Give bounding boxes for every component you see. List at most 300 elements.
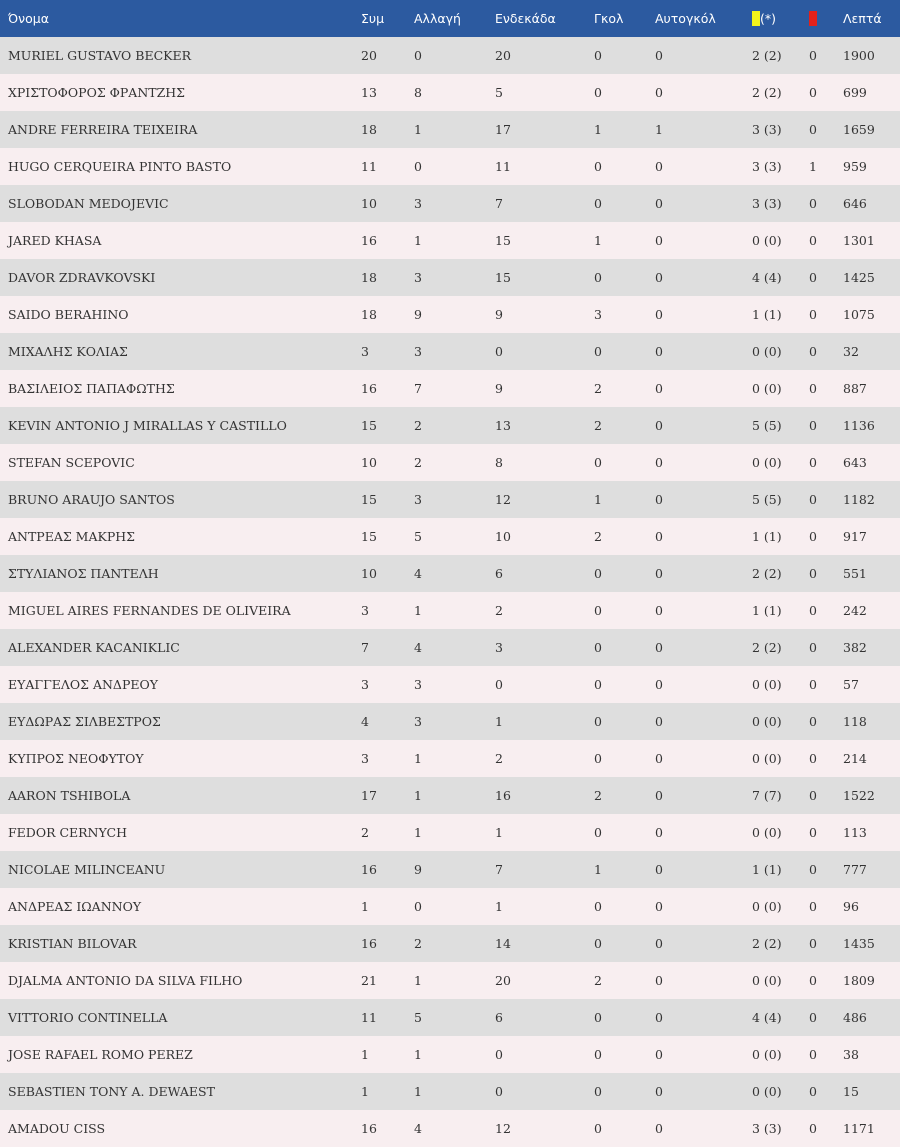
cell-own-goals: 0 bbox=[655, 418, 663, 433]
table-row bbox=[0, 296, 900, 333]
cell-minutes: 57 bbox=[843, 677, 859, 692]
cell-player-name[interactable]: ΕΥΑΓΓΕΛΟΣ ΑΝΔΡΕΟΥ bbox=[8, 677, 158, 692]
table-row bbox=[0, 148, 900, 185]
cell-player-name[interactable]: KEVIN ANTONIO J MIRALLAS Y CASTILLO bbox=[8, 418, 287, 433]
cell-yellow-cards: 2 (2) bbox=[752, 566, 782, 581]
cell-yellow-cards: 0 (0) bbox=[752, 899, 782, 914]
cell-yellow-cards: 0 (0) bbox=[752, 1047, 782, 1062]
cell-red-cards: 0 bbox=[809, 714, 817, 729]
cell-starting: 11 bbox=[495, 159, 511, 174]
cell-appearances: 1 bbox=[361, 1084, 369, 1099]
cell-starting: 12 bbox=[495, 1121, 511, 1136]
cell-goals: 2 bbox=[594, 418, 602, 433]
cell-goals: 0 bbox=[594, 1047, 602, 1062]
cell-appearances: 10 bbox=[361, 566, 377, 581]
cell-goals: 1 bbox=[594, 492, 602, 507]
cell-player-name[interactable]: FEDOR CERNYCH bbox=[8, 825, 127, 840]
table-row bbox=[0, 962, 900, 999]
table-row bbox=[0, 740, 900, 777]
cell-substitute: 1 bbox=[414, 603, 422, 618]
table-row bbox=[0, 1110, 900, 1147]
cell-minutes: 113 bbox=[843, 825, 867, 840]
cell-yellow-cards: 2 (2) bbox=[752, 48, 782, 63]
cell-minutes: 1659 bbox=[843, 122, 875, 137]
cell-player-name[interactable]: ΒΑΣΙΛΕΙΟΣ ΠΑΠΑΦΩΤΗΣ bbox=[8, 381, 175, 396]
header-red-cards[interactable] bbox=[809, 0, 843, 37]
cell-appearances: 10 bbox=[361, 455, 377, 470]
cell-minutes: 32 bbox=[843, 344, 859, 359]
cell-appearances: 3 bbox=[361, 677, 369, 692]
cell-player-name[interactable]: KRISTIAN BILOVAR bbox=[8, 936, 137, 951]
cell-starting: 7 bbox=[495, 862, 503, 877]
cell-substitute: 4 bbox=[414, 640, 422, 655]
cell-own-goals: 0 bbox=[655, 159, 663, 174]
cell-goals: 0 bbox=[594, 85, 602, 100]
cell-player-name[interactable]: AMADOU CISS bbox=[8, 1121, 106, 1136]
cell-own-goals: 0 bbox=[655, 1084, 663, 1099]
cell-minutes: 777 bbox=[843, 862, 867, 877]
cell-own-goals: 0 bbox=[655, 455, 663, 470]
cell-appearances: 18 bbox=[361, 307, 377, 322]
table-row bbox=[0, 999, 900, 1036]
cell-red-cards: 0 bbox=[809, 307, 817, 322]
cell-own-goals: 0 bbox=[655, 233, 663, 248]
cell-substitute: 2 bbox=[414, 418, 422, 433]
cell-substitute: 1 bbox=[414, 1047, 422, 1062]
cell-appearances: 16 bbox=[361, 233, 377, 248]
cell-red-cards: 0 bbox=[809, 381, 817, 396]
cell-substitute: 4 bbox=[414, 566, 422, 581]
cell-red-cards: 0 bbox=[809, 85, 817, 100]
cell-starting: 7 bbox=[495, 196, 503, 211]
cell-red-cards: 0 bbox=[809, 603, 817, 618]
header-minutes[interactable]: Λεπτά bbox=[843, 11, 882, 26]
cell-substitute: 3 bbox=[414, 492, 422, 507]
cell-appearances: 18 bbox=[361, 122, 377, 137]
cell-own-goals: 0 bbox=[655, 196, 663, 211]
cell-starting: 0 bbox=[495, 1047, 503, 1062]
cell-red-cards: 0 bbox=[809, 899, 817, 914]
cell-yellow-cards: 0 (0) bbox=[752, 344, 782, 359]
cell-yellow-cards: 0 (0) bbox=[752, 751, 782, 766]
cell-minutes: 1171 bbox=[843, 1121, 875, 1136]
table-row bbox=[0, 333, 900, 370]
cell-own-goals: 0 bbox=[655, 1047, 663, 1062]
cell-own-goals: 0 bbox=[655, 788, 663, 803]
table-row bbox=[0, 222, 900, 259]
cell-red-cards: 0 bbox=[809, 862, 817, 877]
cell-player-name[interactable]: VITTORIO CONTINELLA bbox=[8, 1010, 168, 1025]
cell-goals: 1 bbox=[594, 122, 602, 137]
cell-player-name[interactable]: STEFAN SCEPOVIC bbox=[8, 455, 135, 470]
cell-substitute: 3 bbox=[414, 677, 422, 692]
cell-starting: 1 bbox=[495, 825, 503, 840]
cell-starting: 3 bbox=[495, 640, 503, 655]
cell-player-name[interactable]: ANDRE FERREIRA TEIXEIRA bbox=[8, 122, 198, 137]
cell-appearances: 2 bbox=[361, 825, 369, 840]
cell-goals: 0 bbox=[594, 455, 602, 470]
cell-appearances: 20 bbox=[361, 48, 377, 63]
table-row bbox=[0, 370, 900, 407]
cell-own-goals: 0 bbox=[655, 307, 663, 322]
cell-player-name[interactable]: MIGUEL AIRES FERNANDES DE OLIVEIRA bbox=[8, 603, 291, 618]
cell-starting: 6 bbox=[495, 566, 503, 581]
cell-yellow-cards: 5 (5) bbox=[752, 418, 782, 433]
cell-own-goals: 0 bbox=[655, 640, 663, 655]
cell-red-cards: 0 bbox=[809, 196, 817, 211]
cell-goals: 0 bbox=[594, 159, 602, 174]
cell-player-name[interactable]: HUGO CERQUEIRA PINTO BASTO bbox=[8, 159, 232, 174]
cell-starting: 1 bbox=[495, 714, 503, 729]
header-row bbox=[0, 0, 900, 37]
cell-yellow-cards: 0 (0) bbox=[752, 973, 782, 988]
cell-appearances: 16 bbox=[361, 862, 377, 877]
cell-starting: 16 bbox=[495, 788, 511, 803]
cell-player-name[interactable]: ΚΥΠΡΟΣ ΝΕΟΦΥΤΟΥ bbox=[8, 751, 144, 766]
cell-yellow-cards: 7 (7) bbox=[752, 788, 782, 803]
cell-appearances: 7 bbox=[361, 640, 369, 655]
cell-starting: 0 bbox=[495, 344, 503, 359]
cell-own-goals: 0 bbox=[655, 492, 663, 507]
cell-goals: 2 bbox=[594, 529, 602, 544]
cell-starting: 0 bbox=[495, 677, 503, 692]
cell-substitute: 2 bbox=[414, 455, 422, 470]
table-row bbox=[0, 888, 900, 925]
cell-goals: 2 bbox=[594, 381, 602, 396]
cell-red-cards: 0 bbox=[809, 1010, 817, 1025]
cell-starting: 8 bbox=[495, 455, 503, 470]
cell-appearances: 15 bbox=[361, 418, 377, 433]
header-starting[interactable]: Ενδεκάδα bbox=[495, 11, 556, 26]
cell-appearances: 15 bbox=[361, 492, 377, 507]
cell-player-name[interactable]: SEBASTIEN TONY A. DEWAEST bbox=[8, 1084, 215, 1099]
cell-yellow-cards: 2 (2) bbox=[752, 640, 782, 655]
cell-red-cards: 0 bbox=[809, 788, 817, 803]
cell-substitute: 0 bbox=[414, 899, 422, 914]
cell-substitute: 5 bbox=[414, 529, 422, 544]
cell-yellow-cards: 0 (0) bbox=[752, 233, 782, 248]
cell-yellow-cards: 1 (1) bbox=[752, 862, 782, 877]
cell-substitute: 0 bbox=[414, 48, 422, 63]
cell-appearances: 11 bbox=[361, 1010, 377, 1025]
cell-own-goals: 0 bbox=[655, 566, 663, 581]
cell-goals: 0 bbox=[594, 677, 602, 692]
cell-starting: 15 bbox=[495, 233, 511, 248]
cell-yellow-cards: 2 (2) bbox=[752, 85, 782, 100]
cell-goals: 0 bbox=[594, 344, 602, 359]
table-row bbox=[0, 629, 900, 666]
cell-appearances: 1 bbox=[361, 1047, 369, 1062]
cell-goals: 0 bbox=[594, 640, 602, 655]
cell-substitute: 0 bbox=[414, 159, 422, 174]
cell-yellow-cards: 0 (0) bbox=[752, 714, 782, 729]
cell-appearances: 13 bbox=[361, 85, 377, 100]
cell-goals: 0 bbox=[594, 899, 602, 914]
cell-player-name[interactable]: MURIEL GUSTAVO BECKER bbox=[8, 48, 192, 63]
cell-red-cards: 0 bbox=[809, 122, 817, 137]
cell-starting: 9 bbox=[495, 307, 503, 322]
cell-own-goals: 0 bbox=[655, 48, 663, 63]
cell-starting: 2 bbox=[495, 603, 503, 618]
cell-minutes: 1435 bbox=[843, 936, 875, 951]
cell-red-cards: 0 bbox=[809, 566, 817, 581]
cell-yellow-cards: 4 (4) bbox=[752, 270, 782, 285]
cell-substitute: 1 bbox=[414, 751, 422, 766]
cell-minutes: 1075 bbox=[843, 307, 875, 322]
cell-substitute: 1 bbox=[414, 233, 422, 248]
cell-own-goals: 0 bbox=[655, 899, 663, 914]
table-row bbox=[0, 592, 900, 629]
cell-starting: 6 bbox=[495, 1010, 503, 1025]
cell-appearances: 18 bbox=[361, 270, 377, 285]
cell-substitute: 8 bbox=[414, 85, 422, 100]
cell-yellow-cards: 3 (3) bbox=[752, 159, 782, 174]
cell-red-cards: 0 bbox=[809, 455, 817, 470]
cell-substitute: 5 bbox=[414, 1010, 422, 1025]
cell-own-goals: 0 bbox=[655, 677, 663, 692]
cell-substitute: 4 bbox=[414, 1121, 422, 1136]
cell-appearances: 1 bbox=[361, 899, 369, 914]
cell-own-goals: 0 bbox=[655, 603, 663, 618]
cell-goals: 0 bbox=[594, 48, 602, 63]
header-own-goals[interactable]: Αυτογκόλ bbox=[655, 11, 716, 26]
header-appearances[interactable]: Συμ bbox=[361, 11, 385, 26]
cell-starting: 17 bbox=[495, 122, 511, 137]
header-goals[interactable]: Γκολ bbox=[594, 11, 624, 26]
cell-minutes: 551 bbox=[843, 566, 867, 581]
cell-red-cards: 0 bbox=[809, 1084, 817, 1099]
cell-own-goals: 0 bbox=[655, 714, 663, 729]
cell-red-cards: 0 bbox=[809, 344, 817, 359]
cell-appearances: 3 bbox=[361, 751, 369, 766]
cell-own-goals: 0 bbox=[655, 381, 663, 396]
table-row bbox=[0, 259, 900, 296]
table-row bbox=[0, 74, 900, 111]
cell-minutes: 486 bbox=[843, 1010, 867, 1025]
cell-goals: 0 bbox=[594, 751, 602, 766]
cell-starting: 1 bbox=[495, 899, 503, 914]
cell-substitute: 1 bbox=[414, 973, 422, 988]
cell-appearances: 11 bbox=[361, 159, 377, 174]
table-row bbox=[0, 555, 900, 592]
cell-red-cards: 0 bbox=[809, 270, 817, 285]
table-row bbox=[0, 37, 900, 74]
table-body bbox=[0, 37, 900, 1147]
cell-substitute: 9 bbox=[414, 862, 422, 877]
cell-minutes: 917 bbox=[843, 529, 867, 544]
cell-minutes: 1182 bbox=[843, 492, 875, 507]
cell-substitute: 2 bbox=[414, 936, 422, 951]
cell-own-goals: 0 bbox=[655, 1121, 663, 1136]
cell-starting: 20 bbox=[495, 48, 511, 63]
cell-goals: 3 bbox=[594, 307, 602, 322]
cell-goals: 1 bbox=[594, 233, 602, 248]
cell-player-name[interactable]: SLOBODAN MEDOJEVIC bbox=[8, 196, 169, 211]
cell-appearances: 3 bbox=[361, 603, 369, 618]
table-row bbox=[0, 407, 900, 444]
header-yellow-suffix: (*) bbox=[760, 11, 777, 26]
cell-goals: 0 bbox=[594, 603, 602, 618]
table-row bbox=[0, 111, 900, 148]
cell-yellow-cards: 0 (0) bbox=[752, 825, 782, 840]
cell-own-goals: 1 bbox=[655, 122, 663, 137]
cell-own-goals: 0 bbox=[655, 529, 663, 544]
cell-substitute: 1 bbox=[414, 825, 422, 840]
cell-minutes: 96 bbox=[843, 899, 859, 914]
cell-red-cards: 0 bbox=[809, 1047, 817, 1062]
cell-own-goals: 0 bbox=[655, 862, 663, 877]
cell-starting: 0 bbox=[495, 1084, 503, 1099]
red-card-icon bbox=[809, 11, 817, 26]
table-row bbox=[0, 1036, 900, 1073]
cell-starting: 12 bbox=[495, 492, 511, 507]
cell-yellow-cards: 5 (5) bbox=[752, 492, 782, 507]
cell-yellow-cards: 0 (0) bbox=[752, 381, 782, 396]
cell-appearances: 3 bbox=[361, 344, 369, 359]
cell-appearances: 15 bbox=[361, 529, 377, 544]
cell-own-goals: 0 bbox=[655, 344, 663, 359]
cell-minutes: 646 bbox=[843, 196, 867, 211]
cell-yellow-cards: 0 (0) bbox=[752, 1084, 782, 1099]
cell-player-name[interactable]: ΑΝΤΡΕΑΣ ΜΑΚΡΗΣ bbox=[8, 529, 135, 544]
cell-minutes: 887 bbox=[843, 381, 867, 396]
cell-starting: 15 bbox=[495, 270, 511, 285]
cell-goals: 0 bbox=[594, 1121, 602, 1136]
cell-red-cards: 0 bbox=[809, 492, 817, 507]
header-yellow-cards[interactable] bbox=[752, 0, 809, 37]
cell-yellow-cards: 2 (2) bbox=[752, 936, 782, 951]
cell-minutes: 1900 bbox=[843, 48, 875, 63]
cell-minutes: 214 bbox=[843, 751, 867, 766]
cell-red-cards: 0 bbox=[809, 1121, 817, 1136]
cell-player-name[interactable]: NICOLAE MILINCEANU bbox=[8, 862, 166, 877]
cell-red-cards: 0 bbox=[809, 677, 817, 692]
cell-minutes: 15 bbox=[843, 1084, 859, 1099]
cell-player-name[interactable]: ΑΝΔΡΕΑΣ ΙΩΑΝΝΟΥ bbox=[8, 899, 142, 914]
yellow-card-icon bbox=[752, 11, 760, 26]
cell-minutes: 1522 bbox=[843, 788, 875, 803]
table-row bbox=[0, 666, 900, 703]
cell-red-cards: 0 bbox=[809, 48, 817, 63]
cell-own-goals: 0 bbox=[655, 1010, 663, 1025]
cell-yellow-cards: 0 (0) bbox=[752, 455, 782, 470]
cell-substitute: 3 bbox=[414, 714, 422, 729]
cell-own-goals: 0 bbox=[655, 973, 663, 988]
table-row bbox=[0, 185, 900, 222]
cell-own-goals: 0 bbox=[655, 825, 663, 840]
cell-minutes: 118 bbox=[843, 714, 867, 729]
cell-starting: 9 bbox=[495, 381, 503, 396]
cell-player-name[interactable]: ΧΡΙΣΤΟΦΟΡΟΣ ΦΡΑΝΤΖΗΣ bbox=[8, 85, 186, 100]
cell-minutes: 1136 bbox=[843, 418, 875, 433]
table-row bbox=[0, 777, 900, 814]
table-row bbox=[0, 814, 900, 851]
cell-player-name[interactable]: SAIDO BERAHINO bbox=[8, 307, 129, 322]
cell-substitute: 1 bbox=[414, 788, 422, 803]
cell-goals: 0 bbox=[594, 825, 602, 840]
cell-minutes: 1301 bbox=[843, 233, 875, 248]
cell-goals: 0 bbox=[594, 1084, 602, 1099]
cell-player-name[interactable]: ALEXANDER KACANIKLIC bbox=[8, 640, 180, 655]
cell-yellow-cards: 1 (1) bbox=[752, 603, 782, 618]
cell-starting: 10 bbox=[495, 529, 511, 544]
cell-goals: 2 bbox=[594, 973, 602, 988]
cell-goals: 0 bbox=[594, 196, 602, 211]
table-row bbox=[0, 851, 900, 888]
cell-player-name[interactable]: DJALMA ANTONIO DA SILVA FILHO bbox=[8, 973, 243, 988]
cell-substitute: 3 bbox=[414, 196, 422, 211]
table-row bbox=[0, 444, 900, 481]
cell-appearances: 16 bbox=[361, 381, 377, 396]
cell-substitute: 1 bbox=[414, 122, 422, 137]
cell-minutes: 643 bbox=[843, 455, 867, 470]
cell-yellow-cards: 3 (3) bbox=[752, 1121, 782, 1136]
cell-substitute: 9 bbox=[414, 307, 422, 322]
cell-goals: 2 bbox=[594, 788, 602, 803]
cell-player-name[interactable]: DAVOR ZDRAVKOVSKI bbox=[8, 270, 156, 285]
cell-minutes: 382 bbox=[843, 640, 867, 655]
cell-appearances: 10 bbox=[361, 196, 377, 211]
cell-minutes: 1809 bbox=[843, 973, 875, 988]
cell-red-cards: 0 bbox=[809, 936, 817, 951]
cell-red-cards: 0 bbox=[809, 751, 817, 766]
cell-appearances: 16 bbox=[361, 1121, 377, 1136]
cell-red-cards: 0 bbox=[809, 233, 817, 248]
cell-appearances: 16 bbox=[361, 936, 377, 951]
cell-goals: 0 bbox=[594, 1010, 602, 1025]
table-row bbox=[0, 703, 900, 740]
cell-player-name[interactable]: ΕΥΔΩΡΑΣ ΣΙΛΒΕΣΤΡΟΣ bbox=[8, 714, 161, 729]
table-row bbox=[0, 481, 900, 518]
cell-minutes: 38 bbox=[843, 1047, 859, 1062]
cell-goals: 0 bbox=[594, 714, 602, 729]
cell-red-cards: 0 bbox=[809, 418, 817, 433]
cell-player-name[interactable]: JOSE RAFAEL ROMO PEREZ bbox=[8, 1047, 193, 1062]
cell-starting: 13 bbox=[495, 418, 511, 433]
cell-yellow-cards: 4 (4) bbox=[752, 1010, 782, 1025]
cell-starting: 5 bbox=[495, 85, 503, 100]
cell-goals: 1 bbox=[594, 862, 602, 877]
cell-player-name[interactable]: ΜΙΧΑΛΗΣ ΚΟΛΙΑΣ bbox=[8, 344, 128, 359]
cell-starting: 14 bbox=[495, 936, 511, 951]
cell-appearances: 21 bbox=[361, 973, 377, 988]
cell-substitute: 7 bbox=[414, 381, 422, 396]
cell-appearances: 17 bbox=[361, 788, 377, 803]
table-row bbox=[0, 1073, 900, 1110]
cell-goals: 0 bbox=[594, 566, 602, 581]
header-name[interactable]: Όνομα bbox=[8, 11, 49, 26]
table-header bbox=[0, 0, 900, 37]
cell-player-name[interactable]: ΣΤΥΛΙΑΝΟΣ ΠΑΝΤΕΛΗ bbox=[8, 566, 159, 581]
cell-red-cards: 1 bbox=[809, 159, 817, 174]
cell-player-name[interactable]: BRUNO ARAUJO SANTOS bbox=[8, 492, 175, 507]
cell-minutes: 959 bbox=[843, 159, 867, 174]
cell-own-goals: 0 bbox=[655, 751, 663, 766]
cell-minutes: 242 bbox=[843, 603, 867, 618]
header-sub[interactable]: Αλλαγή bbox=[414, 11, 461, 26]
cell-yellow-cards: 3 (3) bbox=[752, 122, 782, 137]
cell-player-name[interactable]: JARED KHASA bbox=[8, 233, 102, 248]
cell-appearances: 4 bbox=[361, 714, 369, 729]
cell-goals: 0 bbox=[594, 270, 602, 285]
table-row bbox=[0, 518, 900, 555]
table-row bbox=[0, 925, 900, 962]
cell-substitute: 3 bbox=[414, 344, 422, 359]
cell-own-goals: 0 bbox=[655, 85, 663, 100]
cell-player-name[interactable]: AARON TSHIBOLA bbox=[8, 788, 131, 803]
cell-minutes: 699 bbox=[843, 85, 867, 100]
cell-yellow-cards: 3 (3) bbox=[752, 196, 782, 211]
